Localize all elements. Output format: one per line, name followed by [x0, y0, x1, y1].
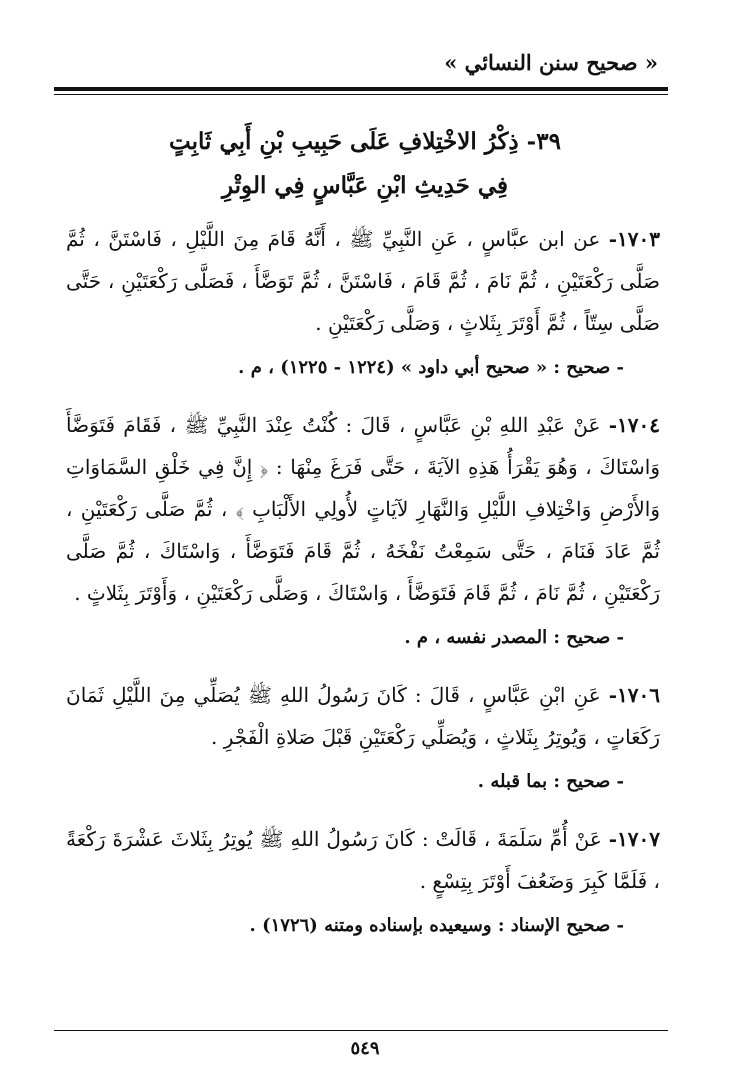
hadith-1703 — [66, 218, 660, 388]
hadith-number: ١٧٠٦- — [608, 683, 661, 707]
hadith-number: ١٧٠٧- — [608, 827, 661, 851]
hadith-number: ١٧٠٣- — [608, 227, 660, 251]
hadith-list — [66, 218, 660, 962]
hadith-text: عَنْ عَبْدِ اللهِ بْنِ عَبَّاسٍ ، قَالَ : كُنْتُ عِنْدَ النَّبِيِّ ﷺ ، فَقَامَ فَتَوَضَّأَ وَاسْتَاكَ ، وَهُوَ يَقْرَأُ هَذِهِ الآيَةَ ، حَتَّى فَرَغَ مِنْهَا : ﴿ إِنَّ فِي خَلْقِ السَّمَاوَاتِ وَالأَرْضِ وَاخْتِلافِ اللَّيْلِ وَالنَّهَارِ لآيَاتٍ لأُولِي الأَلْبَابِ ﴾ ، ثُمَّ صَلَّى رَكْعَتَيْنِ ، ثُمَّ عَادَ فَنَامَ ، حَتَّى سَمِعْتُ نَفْخَهُ ، ثُمَّ قَامَ فَتَوَضَّأَ ، وَاسْتَاكَ ، ثُمَّ صَلَّى رَكْعَتَيْنِ ، ثُمَّ نَامَ ، ثُمَّ قَامَ فَتَوَضَّأَ ، وَاسْتَاكَ ، وَصَلَّى رَكْعَتَيْنِ ، وَأَوْتَرَ بِثَلاثٍ . — [66, 413, 660, 605]
page-number: ٥٤٩ — [350, 1038, 380, 1059]
header-rule-thin — [54, 94, 668, 95]
chapter-heading — [90, 120, 640, 208]
hadith-number: ١٧٠٤- — [608, 413, 660, 437]
hadith-text: عَنِ ابْنِ عَبَّاسٍ ، قَالَ : كَانَ رَسُولُ اللهِ ﷺ يُصَلِّي مِنَ اللَّيْلِ ثَمَانَ رَكَعَاتٍ ، وَيُوتِرُ بِثَلاثٍ ، وَيُصَلِّي رَكْعَتَيْنِ قَبْلَ صَلاةِ الْفَجْرِ . — [66, 683, 660, 749]
hadith-1704 — [66, 404, 660, 658]
hadith-grading: - صحيح : بما قبله . — [477, 771, 624, 792]
header-rule — [54, 87, 668, 91]
chapter-heading-line-2: فِي حَدِيثِ ابْنِ عَبَّاسٍ فِي الوِتْرِ — [221, 172, 509, 199]
hadith-text: عَنْ أُمِّ سَلَمَةَ ، قَالَتْ : كَانَ رَسُولُ اللهِ ﷺ يُوتِرُ بِثَلاثَ عَشْرَةَ رَكْعَةً ، فَلَمَّا كَبِرَ وَضَعُفَ أَوْتَرَ بِتِسْعٍ . — [66, 827, 660, 893]
running-header-title: « صحيح سنن النسائي » — [444, 50, 658, 75]
footer-rule — [54, 1030, 668, 1031]
chapter-heading-line-1: ٣٩- ذِكْرُ الاخْتِلافِ عَلَى حَبِيبِ بْنِ أَبِي ثَابِتٍ — [169, 128, 561, 155]
hadith-grading: - صحيح : المصدر نفسه ، م . — [404, 627, 624, 648]
hadith-grading: - صحيح : « صحيح أبي داود » (١٢٢٤ - ١٢٢٥) ، م . — [238, 357, 624, 378]
hadith-1706 — [66, 674, 660, 802]
hadith-grading: - صحيح الإسناد : وسيعيده بإسناده ومتنه (١٧٢٦) . — [249, 915, 624, 936]
hadith-1707 — [66, 818, 660, 946]
hadith-text: عن ابن عبَّاسٍ ، عَنِ النَّبِيِّ ﷺ ، أَنَّهُ قَامَ مِنَ اللَّيْلِ ، فَاسْتَنَّ ، ثُمَّ صَلَّى رَكْعَتَيْنِ ، ثُمَّ نَامَ ، ثُمَّ قَامَ ، فَاسْتَنَّ ، ثُمَّ تَوَضَّأَ ، فَصَلَّى رَكْعَتَيْنِ ، حَتَّى صَلَّى سِتّاً ، ثُمَّ أَوْتَرَ بِثَلاثٍ ، وَصَلَّى رَكْعَتَيْنِ . — [66, 227, 660, 335]
